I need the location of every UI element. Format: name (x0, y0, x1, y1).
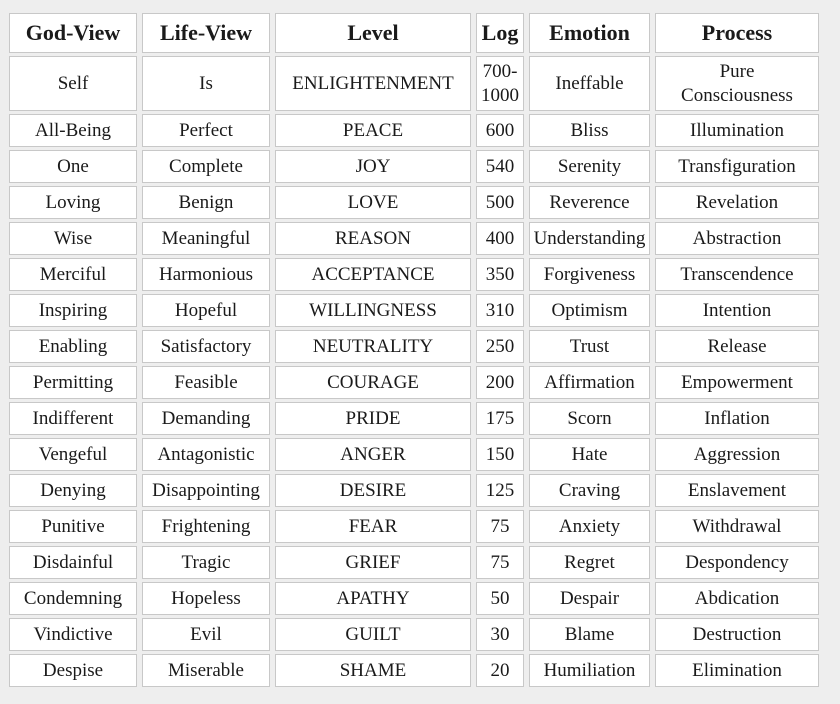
cell-level: WILLINGNESS (275, 294, 471, 327)
cell-life-view: Benign (142, 186, 270, 219)
cell-life-view: Is (142, 56, 270, 111)
cell-level: COURAGE (275, 366, 471, 399)
cell-process: Transcendence (655, 258, 819, 291)
cell-life-view: Perfect (142, 114, 270, 147)
cell-level: ACCEPTANCE (275, 258, 471, 291)
header-row (9, 13, 819, 53)
cell-god-view: One (9, 150, 137, 183)
table-row (9, 618, 819, 651)
cell-life-view: Satisfactory (142, 330, 270, 363)
cell-life-view: Frightening (142, 510, 270, 543)
cell-process: Release (655, 330, 819, 363)
table-row (9, 150, 819, 183)
cell-log: 50 (476, 582, 524, 615)
cell-log: 175 (476, 402, 524, 435)
cell-emotion: Bliss (529, 114, 650, 147)
cell-god-view: Permitting (9, 366, 137, 399)
cell-life-view: Complete (142, 150, 270, 183)
cell-god-view: Condemning (9, 582, 137, 615)
cell-god-view: All-Being (9, 114, 137, 147)
cell-level: ENLIGHTENMENT (275, 56, 471, 111)
cell-log: 200 (476, 366, 524, 399)
cell-log: 540 (476, 150, 524, 183)
cell-emotion: Scorn (529, 402, 650, 435)
table-row (9, 474, 819, 507)
cell-emotion: Ineffable (529, 56, 650, 111)
cell-emotion: Anxiety (529, 510, 650, 543)
cell-level: JOY (275, 150, 471, 183)
cell-log: 350 (476, 258, 524, 291)
cell-emotion: Understanding (529, 222, 650, 255)
cell-process-line: Pure (719, 60, 755, 82)
cell-emotion: Humiliation (529, 654, 650, 687)
table-row (9, 582, 819, 615)
cell-log: 310 (476, 294, 524, 327)
cell-process: Revelation (655, 186, 819, 219)
cell-life-view: Demanding (142, 402, 270, 435)
table-row (9, 330, 819, 363)
cell-level: NEUTRALITY (275, 330, 471, 363)
cell-level: PRIDE (275, 402, 471, 435)
cell-log: 30 (476, 618, 524, 651)
cell-god-view: Despise (9, 654, 137, 687)
cell-emotion: Blame (529, 618, 650, 651)
cell-emotion: Forgiveness (529, 258, 650, 291)
cell-life-view: Feasible (142, 366, 270, 399)
cell-emotion: Trust (529, 330, 650, 363)
cell-emotion: Optimism (529, 294, 650, 327)
table-row (9, 114, 819, 147)
cell-emotion: Craving (529, 474, 650, 507)
cell-process: Despondency (655, 546, 819, 579)
cell-process: Aggression (655, 438, 819, 471)
table-row (9, 510, 819, 543)
cell-life-view: Miserable (142, 654, 270, 687)
cell-process: Intention (655, 294, 819, 327)
cell-level: ANGER (275, 438, 471, 471)
cell-god-view: Vindictive (9, 618, 137, 651)
cell-process: Destruction (655, 618, 819, 651)
cell-life-view: Antagonistic (142, 438, 270, 471)
cell-process: Elimination (655, 654, 819, 687)
cell-log: 500 (476, 186, 524, 219)
cell-god-view: Vengeful (9, 438, 137, 471)
cell-emotion: Regret (529, 546, 650, 579)
table-row (9, 366, 819, 399)
cell-god-view: Self (9, 56, 137, 111)
cell-process: Inflation (655, 402, 819, 435)
cell-god-view: Denying (9, 474, 137, 507)
table-row (9, 654, 819, 687)
cell-process: Withdrawal (655, 510, 819, 543)
header-process: Process (655, 13, 819, 53)
table-row (9, 294, 819, 327)
consciousness-levels-table (4, 10, 824, 690)
cell-life-view: Tragic (142, 546, 270, 579)
table-row (9, 546, 819, 579)
cell-god-view: Punitive (9, 510, 137, 543)
cell-god-view: Inspiring (9, 294, 137, 327)
cell-god-view: Loving (9, 186, 137, 219)
header-emotion: Emotion (529, 13, 650, 53)
header-god-view: God-View (9, 13, 137, 53)
cell-emotion: Hate (529, 438, 650, 471)
cell-level: APATHY (275, 582, 471, 615)
cell-log-line: 1000 (481, 84, 519, 106)
cell-process (655, 56, 819, 111)
cell-emotion: Serenity (529, 150, 650, 183)
cell-log: 250 (476, 330, 524, 363)
cell-process: Abstraction (655, 222, 819, 255)
cell-level: GUILT (275, 618, 471, 651)
cell-process-line: Consciousness (681, 84, 793, 106)
cell-log: 600 (476, 114, 524, 147)
cell-process: Illumination (655, 114, 819, 147)
cell-life-view: Hopeful (142, 294, 270, 327)
cell-life-view: Hopeless (142, 582, 270, 615)
table-row (9, 402, 819, 435)
cell-level: FEAR (275, 510, 471, 543)
cell-level: SHAME (275, 654, 471, 687)
cell-log: 20 (476, 654, 524, 687)
cell-level: LOVE (275, 186, 471, 219)
table-row (9, 438, 819, 471)
cell-process: Transfiguration (655, 150, 819, 183)
cell-log: 125 (476, 474, 524, 507)
cell-emotion: Reverence (529, 186, 650, 219)
cell-god-view: Indifferent (9, 402, 137, 435)
cell-life-view: Disappointing (142, 474, 270, 507)
cell-level: DESIRE (275, 474, 471, 507)
cell-emotion: Despair (529, 582, 650, 615)
header-level: Level (275, 13, 471, 53)
cell-log-line: 700- (482, 60, 518, 82)
cell-life-view: Meaningful (142, 222, 270, 255)
table-row (9, 258, 819, 291)
cell-life-view: Harmonious (142, 258, 270, 291)
table-row (9, 56, 819, 111)
cell-level: PEACE (275, 114, 471, 147)
cell-log: 75 (476, 546, 524, 579)
cell-level: GRIEF (275, 546, 471, 579)
cell-god-view: Merciful (9, 258, 137, 291)
cell-level: REASON (275, 222, 471, 255)
cell-emotion: Affirmation (529, 366, 650, 399)
cell-life-view: Evil (142, 618, 270, 651)
cell-log (476, 56, 524, 111)
table-row (9, 222, 819, 255)
cell-process: Empowerment (655, 366, 819, 399)
cell-god-view: Wise (9, 222, 137, 255)
cell-log: 150 (476, 438, 524, 471)
cell-log: 400 (476, 222, 524, 255)
cell-god-view: Disdainful (9, 546, 137, 579)
table-row (9, 186, 819, 219)
cell-process: Enslavement (655, 474, 819, 507)
header-log: Log (476, 13, 524, 53)
cell-god-view: Enabling (9, 330, 137, 363)
cell-process: Abdication (655, 582, 819, 615)
cell-log: 75 (476, 510, 524, 543)
header-life-view: Life-View (142, 13, 270, 53)
